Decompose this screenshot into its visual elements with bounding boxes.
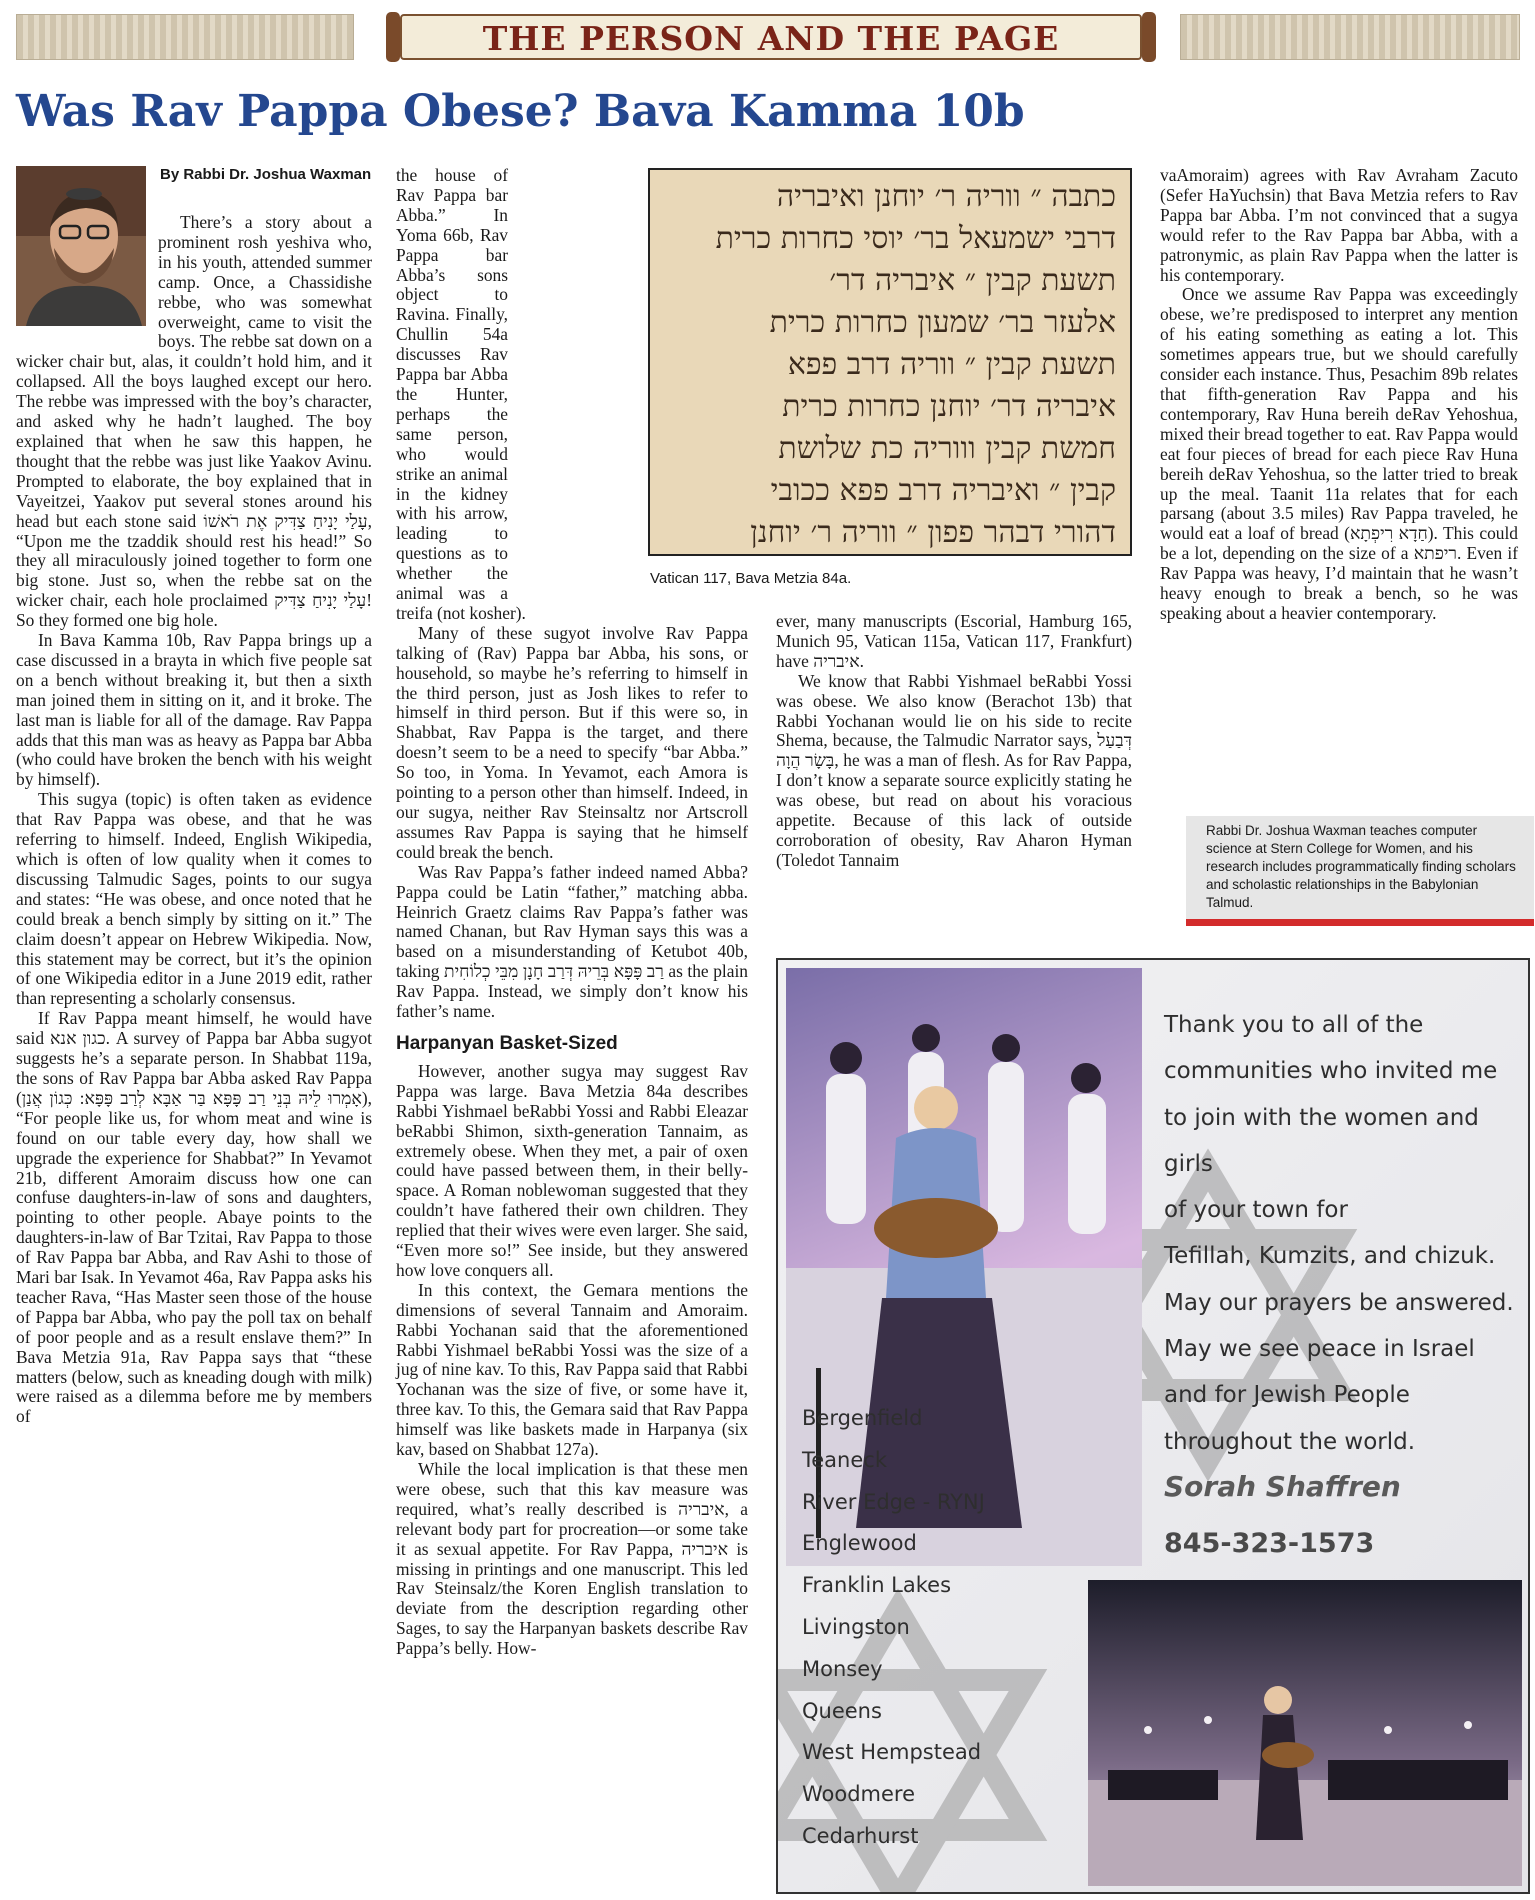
author-bio: Rabbi Dr. Joshua Waxman teaches computer science at Stern College for Women, and his research includes programmatically finding scholars and scholastic relationships in the Babylonian Talmud. xyxy=(1186,816,1534,926)
ad-message-line: throughout the world. xyxy=(1164,1428,1416,1455)
ad-message-line: to join with the women and girls xyxy=(1164,1104,1479,1177)
list-item: Cedarhurst xyxy=(802,1823,919,1848)
paragraph: We know that Rabbi Yishmael beRabbi Yossi was obese. We also know (Berachot 13b) that Rabbi Yochanan would lie on his side to recite Shema, because, the Talmudic Narrator says, דְּבַעַל בָּשָׂר הֲוָה, he was a man of flesh. As for Rav Pappa, I don’t know a separate source explicitly stating he was obese, but read on about his voracious appetite. Because of this lack of outside corroboration of obesity, Rav Aharon Hyman (Toledot Tannaim xyxy=(776,670,1133,870)
manuscript-line: תשעת קבין ״ איבריה דר׳ xyxy=(829,263,1116,298)
list-item: Monsey xyxy=(802,1656,883,1681)
paragraph: Once we assume Rav Pappa was exceedingly obese, we’re predisposed to interpret any mention of his eating something as eating a lot. This sometimes appears true, but we should carefully consider each instance. Thus, Pesachim 89b relates that fifth-generation Rav Pappa and his contemporary, Rav Huna bereih deRav Yehoshua, mixed their bread together to eat. Rav Pappa would eat four pieces of bread for each piece Rav Huna bereih deRav Yehoshua, so the latter tried to break up the meal. Taanit 11a relates that for each parsang (about 3.5 miles) Rav Pappa traveled, he would eat a loaf of bread (חַדָא רִיפְתָא). This could be a lot, depending on the size of a ריפתא. Even if Rav Pappa was heavy, I’d maintain that he wasn’t heavy enough to break a bench, so he was speaking about a heavier contemporary. xyxy=(1160,284,1518,623)
paragraph: If Rav Pappa meant himself, he would have said כגון אנא. A survey of Pappa bar Abba sugyot suggests he’s a separate person. In Shabbat 119a, the sons of Rav Pappa bar Abba asked Rav Pappa (אָמְרוּ לֵיהּ בְּנֵי רַב פָּפָּא בַּר אַבָּא לְרַב פָּפָּא: כְּגוֹן אֲנַן), “For people like us, for whom meat and wine is found on our table every day, how shall we upgrade the experience for Shabbat?” In Yevamot 21b, different Amoraim discuss how one can confuse daughters-in-law of sons and daughters, pointing to other people. Abaye points to the daughters-in-law of Bar Tzitai, Rav Pappa to those of Rav Pappa bar Abba, and Rav Ashi to those of Mari bar Isak. In Yevamot 46a, Rav Pappa asks his teacher Rava, “Has Master seen those of the house of Pappa bar Abba, who pay the poll tax on behalf of poor people and as a result enslave them?” In Bava Metzia 91a, Rav Pappa says that “these matters (below, such as kneading dough with milk) were raised as a dilemma before me by members of xyxy=(16,1008,372,1427)
section-title: THE PERSON AND THE PAGE xyxy=(482,19,1060,58)
list-item: Livingston xyxy=(802,1614,910,1639)
ad-message-line: Tefillah, Kumzits, and chizuk. xyxy=(1164,1243,1496,1270)
ad-message-line: communities who invited me xyxy=(1164,1058,1498,1085)
advertisement xyxy=(776,958,1530,1894)
paragraph: Many of these sugyot involve Rav Pappa talking of (Rav) Pappa bar Abba, his sons, or household, so maybe he’s referring to himself in the third person, just as Josh likes to refer to himself in third person. But if this were so, in Shabbat, Rav Pappa is the target, and there doesn’t seem to be a need to specify “bar Abba.” So too, in Yoma. In Yevamot, each Amora is pointing to a person other than himself. Indeed, in our sugya, neither Rav Steinsaltz nor Artscroll assumes Rav Pappa is saying that he himself could break the bench. xyxy=(396,622,748,862)
ad-message xyxy=(1164,1002,1524,1465)
paragraph: However, another sugya may suggest Rav Pappa was large. Bava Metzia 84a describes Rabbi Yishmael beRabbi Yossi and Rabbi Eleazar beRabbi Shimon, sixth-generation Tannaim, as extremely obese. When they met, a pair of oxen could have passed between them, in their belly-space. A Roman noblewoman suggested that they couldn’t have fathered their own children. They replied that their wives were even larger. She said, “Even more so!” See inside, but they answered how love conquers all. xyxy=(396,1060,748,1280)
manuscript-line: כתבה ״ ווריה ר׳ יוחנן ואיבריה xyxy=(776,179,1116,214)
ad-message-line: May our prayers be answered. xyxy=(1164,1289,1514,1316)
manuscript-image xyxy=(648,168,1132,556)
list-item: Franklin Lakes xyxy=(802,1573,952,1598)
ad-message-line: Thank you to all of the xyxy=(1164,1012,1424,1038)
article-column-3 xyxy=(776,612,1132,871)
list-item: Englewood xyxy=(802,1531,917,1556)
manuscript-caption: Vatican 117, Bava Metzia 84a. xyxy=(650,570,852,587)
manuscript-line: חמשת קבין וווריה כת שלושת xyxy=(778,431,1116,466)
paragraph: While the local implication is that these men were obese, such that this kav measure was required, what’s really described is איבריה, a relevant body part for procreation—or some take it as sexual appetite. For Rav Pappa, איבריה is missing in printings and one manuscript. This led Rav Steinsalz/the Koren English translation to deviate from the description regarding other Sages, to say the Harpanyan baskets describe Rav Pappa’s belly. How- xyxy=(396,1459,748,1659)
manuscript-line: איבריה דר׳ יוחנן כחרות כרית xyxy=(782,389,1116,424)
list-item: River Edge - RYNJ xyxy=(802,1489,985,1514)
manuscript-line: קבין ״ ואיבריה דרב פפא ככובי xyxy=(770,473,1116,508)
paragraph: In Bava Kamma 10b, Rav Pappa brings up a case discussed in a brayta in which five people sat on a bench without breaking it, but then a sixth man joined them in sitting on it, and it broke. The last man is liable for all of the damage. Rav Pappa adds that this man was as heavy as Pappa bar Abba (who could have broken the bench with his weight by himself). xyxy=(16,630,372,790)
ad-contact-name: Sorah Shaffren xyxy=(1164,1470,1401,1503)
manuscript-line: דהורי דבהר פפון ״ ווריה ר׳ יוחנן xyxy=(750,515,1116,550)
article-column-4 xyxy=(1160,166,1518,624)
section-banner xyxy=(400,14,1142,60)
list-item: Woodmere xyxy=(802,1782,916,1807)
towns-list xyxy=(802,1398,985,1858)
paragraph: There’s a story about a prominent rosh yeshiva who, in his youth, attended summer camp. Once, a Chassidishe rebbe, who was somewhat overweight, came to visit the boys. The rebbe sat down on a wicker chair but, alas, it couldn’t hold him, and it collapsed. All the boys laughed except our hero. The rebbe was impressed with the boy’s character, and asked why he hadn’t laughed. The boy explained that when he saw this happen, he thought that the rebbe was just like Yaakov Avinu. Prompted to elaborate, the boy explained that in Vayeitzei, Yaakov put several stones around his head but each stone said עָלַי יָנִיחַ צַדִּיק אֶת רֹאשׁוֹ, “Upon me the tzaddik should rest his head!” So they all miraculously joined together to form one big stone. Just so, when the rebbe sat on the wicker chair, each hole proclaimed עָלַי יָנִיחַ צַדִּיק! So they formed one big hole. xyxy=(16,212,372,631)
gathering-photo xyxy=(1088,1580,1522,1886)
list-item: Bergenfield xyxy=(802,1406,923,1430)
list-item: Queens xyxy=(802,1698,882,1723)
paragraph: In this context, the Gemara mentions the dimensions of several Tannaim and Amoraim. Rabbi Yochanan said that the aforementioned Rabbi Yishmael beRabbi Yossi was the size of a jug of nine kav. To this, Rav Pappa said that Rabbi Yochanan was the size of five, or some have it, three kav. To this, the Gemara said that Rav Pappa himself was like baskets made in Harpanya (six kav, based on Shabbat 127a). xyxy=(396,1279,748,1460)
headline: Was Rav Pappa Obese? Bava Kamma 10b xyxy=(16,86,1025,137)
manuscript-line: דרבי ישמעאל בר׳ יוסי כחרות כרית xyxy=(715,221,1116,256)
manuscript-line: אלעזר בר׳ שמעון כחרות כרית xyxy=(769,305,1116,340)
byline: By Rabbi Dr. Joshua Waxman xyxy=(160,166,372,183)
photo-wrap-spacer xyxy=(16,213,158,339)
ad-message-line: May we see peace in Israel xyxy=(1164,1336,1475,1363)
list-item: West Hempstead xyxy=(802,1740,982,1765)
paragraph: This sugya (topic) is often taken as evidence that Rav Pappa was obese, and that he was referring to himself. Indeed, English Wikipedia, which is often of low quality when it comes to discussing Talmudic Sages, points to our sugya and states: “He was obese, and once noted that he could break a bench simply by sitting on it.” The claim doesn’t appear on Hebrew Wikipedia. Now, this statement may be correct, but it’s the opinion of one Wikipedia editor in a June 2019 edit, rather than representing a scholarly consensus. xyxy=(16,789,372,1009)
paragraph: the house of Rav Pappa bar Abba.” In Yoma 66b, Rav Pappa bar Abba’s sons object to Ravina. Finally, Chullin 54a discusses Rav Pappa bar Abba the Hunter, perhaps the same person, who would strike an animal in the kidney with his arrow, leading to questions as to whether the animal was a treifa (not kosher). xyxy=(396,165,526,623)
header-decor-right xyxy=(1180,14,1520,60)
ad-phone-number: 845-323-1573 xyxy=(1164,1528,1375,1559)
paragraph: vaAmoraim) agrees with Rav Avraham Zacuto (Sefer HaYuchsin) that Bava Metzia refers to Rav Pappa bar Abba. I’m not convinced that a sugya would refer to the Rav Pappa bar Abba, with a patronymic, as plain Rav Pappa when the latter is his contemporary. xyxy=(1160,165,1518,285)
ad-message-line: of your town for xyxy=(1164,1197,1348,1224)
list-item: Teaneck xyxy=(802,1447,887,1472)
manuscript-line: תשעת קבין ״ ווריה דרב פפא xyxy=(787,347,1116,382)
header-decor-left xyxy=(16,14,354,60)
paragraph: ever, many manuscripts (Escorial, Hamburg 165, Munich 95, Vatican 115a, Vatican 117, Frankfurt) have איבריה. xyxy=(776,611,1132,671)
article-column-1 xyxy=(16,213,372,1427)
paragraph: Was Rav Pappa’s father indeed named Abba? Pappa could be Latin “father,” matching abba. Heinrich Graetz claims Rav Pappa’s father was named Chanan, but Rav Hyman says this was a based on a misunderstanding of Ketubot 40b, taking רַב פָּפָּא בְּרֵיהּ דְּרַב חָנָן מִבֵּי כְלוֹחִית as the plain Rav Pappa. Instead, we simply don’t know his father’s name. xyxy=(396,861,748,1022)
subhead: Harpanyan Basket-Sized xyxy=(396,1032,618,1054)
ad-message-line: and for Jewish People xyxy=(1164,1382,1410,1409)
